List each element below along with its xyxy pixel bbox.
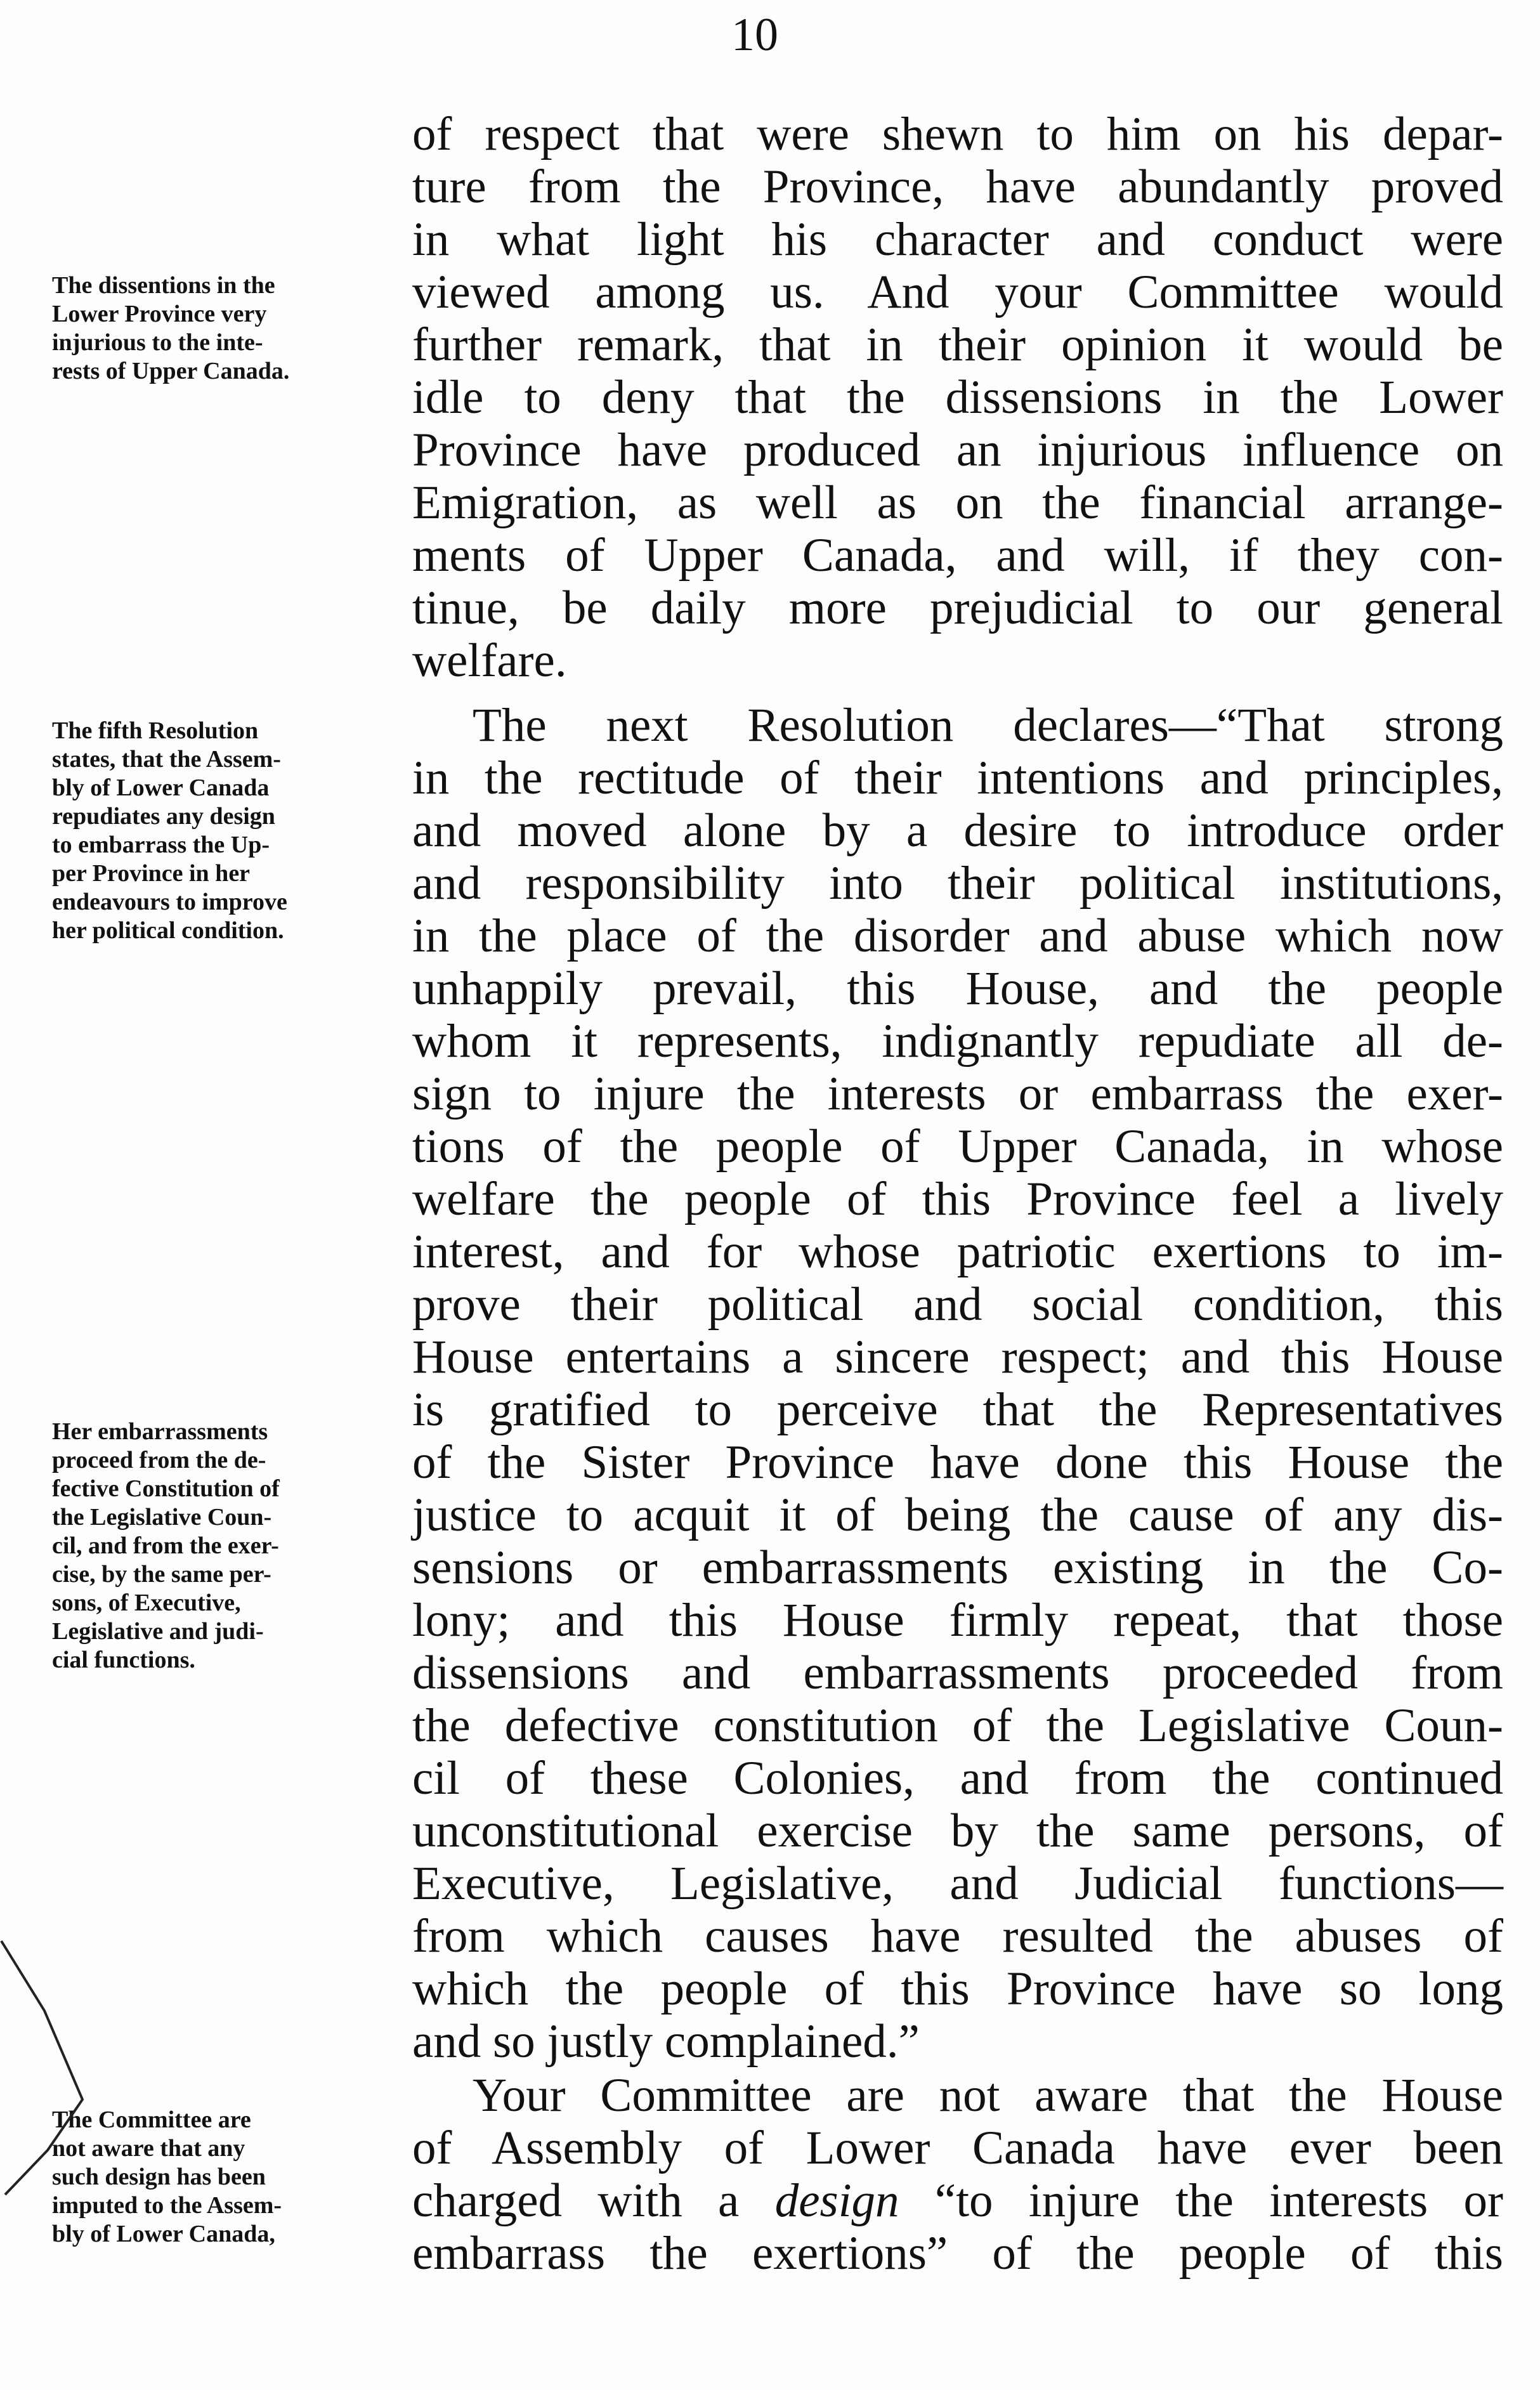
sidenote-committee [52,2106,398,2249]
text-line: Your Committee are not aware that the House [473,2069,1503,2122]
text-line: welfare the people of this Province feel a lively [412,1173,1503,1225]
text-line: interest, and for whose patriotic exertions to im- [412,1225,1503,1278]
sidenote-line: endeavours to improve [52,889,287,915]
text-line-with-emphasis [412,2174,1503,2227]
text-line: ture from the Province, have abundantly proved [412,160,1503,213]
sidenote-line: cil, and from the exer- [52,1532,279,1559]
text-line: cil of these Colonies, and from the continued [412,1752,1503,1805]
text-line: in the place of the disorder and abuse which now [412,910,1503,962]
sidenote-line: cial functions. [52,1647,195,1673]
text-line: The next Resolution declares—“That strong [473,699,1503,752]
text-line: in the rectitude of their intentions and principles, [412,752,1503,804]
text-line: tions of the people of Upper Canada, in whose [412,1120,1503,1173]
sidenote-line: repudiates any design [52,803,275,830]
text-line: House entertains a sincere respect; and this House [412,1331,1503,1383]
text-line: from which causes have resulted the abuses of [412,1910,1503,1962]
sidenote-line: The fifth Resolution [52,717,259,744]
text-line: sign to injure the interests or embarrass the exer- [412,1068,1503,1120]
paragraph-3 [412,2069,1503,2280]
sidenote-dissentions [52,271,398,386]
emphasized-word: design [774,2174,899,2227]
sidenote-line: rests of Upper Canada. [52,358,290,384]
sidenote-line: such design has been [52,2164,266,2190]
sidenote-line: imputed to the Assem- [52,2192,282,2219]
sidenote-line: sons, of Executive, [52,1590,241,1616]
text-line: of the Sister Province have done this House the [412,1436,1503,1489]
sidenote-line: bly of Lower Canada [52,774,270,801]
sidenote-line: proceed from the de- [52,1447,266,1473]
text-line: and moved alone by a desire to introduce order [412,804,1503,857]
paragraph-1 [412,108,1503,687]
text-line: unhappily prevail, this House, and the people [412,962,1503,1015]
page-number: 10 [731,9,778,61]
sidenote-line: the Legislative Coun- [52,1504,272,1531]
text-line: tinue, be daily more prejudicial to our general [412,582,1503,634]
text-line: embarrass the exertions” of the people of this [412,2227,1503,2280]
sidenote-fifth-resolution [52,717,398,945]
sidenote-line: not aware that any [52,2135,245,2162]
sidenote-line: Her embarrassments [52,1418,268,1445]
text-line: whom it represents, indignantly repudiate all de- [412,1015,1503,1068]
text-line: lony; and this House firmly repeat, that those [412,1594,1503,1647]
text-line: further remark, that in their opinion it would be [412,318,1503,371]
text-line: Emigration, as well as on the financial arrange- [412,476,1503,529]
sidenote-line: to embarrass the Up- [52,832,270,858]
sidenote-line: injurious to the inte- [52,329,263,356]
text-line: unconstitutional exercise by the same persons, of [412,1805,1503,1857]
text-line: welfare. [412,634,567,687]
text-line: in what light his character and conduct were [412,213,1503,266]
text-line: Executive, Legislative, and Judicial functions— [412,1857,1503,1910]
sidenote-line: Lower Province very [52,301,267,327]
text-line: ments of Upper Canada, and will, if they con- [412,529,1503,582]
text-line: viewed among us. And your Committee would [412,266,1503,318]
sidenote-line: Legislative and judi- [52,1618,264,1645]
sidenote-line: The dissentions in the [52,272,275,299]
text-line: sensions or embarrassments existing in the Co- [412,1541,1503,1594]
sidenote-line: per Province in her [52,860,251,887]
text-line: Province have produced an injurious influence on [412,424,1503,476]
text-line: of respect that were shewn to him on his depar- [412,108,1503,160]
sidenote-line: The Committee are [52,2106,251,2133]
text-line: dissensions and embarrassments proceeded from [412,1647,1503,1699]
margin-bracket-mark [0,1935,95,2201]
text-line: prove their political and social condition, this [412,1278,1503,1331]
text-fragment: “to injure the interests or [899,2174,1503,2227]
sidenote-line: her political condition. [52,917,284,944]
text-line: which the people of this Province have so long [412,1962,1503,2015]
text-line: is gratified to perceive that the Representatives [412,1383,1503,1436]
text-line: and so justly complained.” [412,2015,920,2068]
text-line: justice to acquit it of being the cause of any dis- [412,1489,1503,1541]
paragraph-2 [412,699,1503,2068]
text-line: and responsibility into their political institutions, [412,857,1503,910]
sidenote-line: bly of Lower Canada, [52,2221,275,2247]
text-line: idle to deny that the dissensions in the Lower [412,371,1503,424]
sidenote-line: cise, by the same per- [52,1561,271,1588]
sidenote-line: states, that the Assem- [52,746,281,773]
sidenote-embarrassments [52,1418,398,1675]
text-line: of Assembly of Lower Canada have ever been [412,2122,1503,2174]
text-fragment: charged with a [412,2174,775,2227]
text-line: the defective constitution of the Legislative Coun- [412,1699,1503,1752]
sidenote-line: fective Constitution of [52,1475,280,1502]
